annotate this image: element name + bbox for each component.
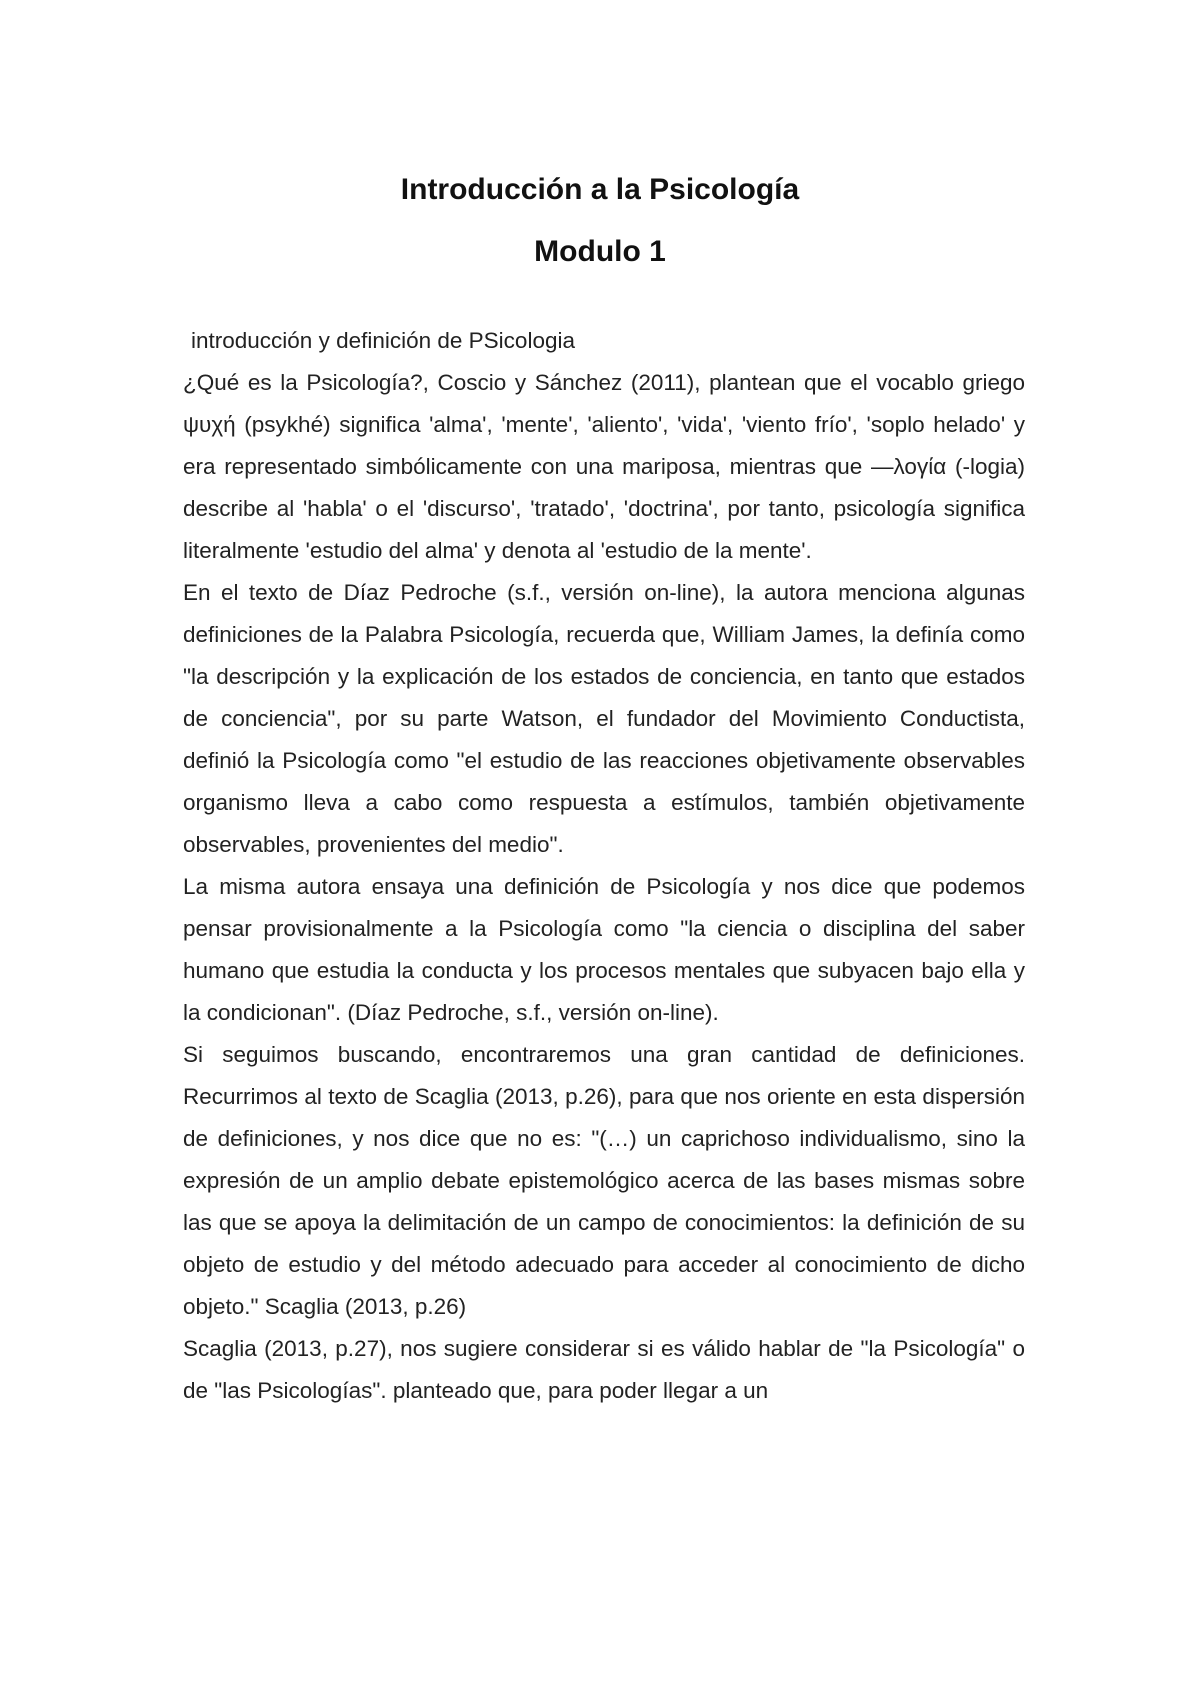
document-subtitle: Modulo 1 <box>534 235 666 268</box>
section-heading: introducción y definición de PSicologia <box>191 328 575 353</box>
paragraph-diaz-pedroche-definitions: En el texto de Díaz Pedroche (s.f., versión on-line), la autora menciona algunas definiciones de la Palabra Psicología, recuerda que, William James, la definía como "la descripción y la explicación de los estados de conciencia, en tanto que estados de conciencia", por su parte Watson, el fundador del Movimiento Conductista, definió la Psicología como "el estudio de las reacciones objetivamente observables organismo lleva a cabo como respuesta a estímulos, también objetivamente observables, provenientes del medio". <box>183 580 1025 857</box>
paragraph-scaglia-dispersion: Si seguimos buscando, encontraremos una gran cantidad de definiciones. Recurrimos al texto de Scaglia (2013, p.26), para que nos oriente en esta dispersión de definiciones, y nos dice que no es: "(…) un caprichoso individualismo, sino la expresión de un amplio debate epistemológico acerca de las bases mismas sobre las que se apoya la delimitación de un campo de conocimientos: la definición de su objeto de estudio y del método adecuado para acceder al conocimiento de dicho objeto." Scaglia (2013, p.26) <box>183 1042 1025 1319</box>
paragraph-provisional-definition: La misma autora ensaya una definición de Psicología y nos dice que podemos pensar provisionalmente a la Psicología como "la ciencia o disciplina del saber humano que estudia la conducta y los procesos mentales que subyacen bajo ella y la condicionan". (Díaz Pedroche, s.f., versión on-line). <box>183 874 1025 1025</box>
paragraph-scaglia-psicologias: Scaglia (2013, p.27), nos sugiere considerar si es válido hablar de "la Psicología" o de "las Psicologías". planteado que, para poder llegar a un <box>183 1336 1025 1403</box>
document-body <box>183 320 1025 1412</box>
paragraph-definition-etymology: ¿Qué es la Psicología?, Coscio y Sánchez (2011), plantean que el vocablo griego ψυχή (psykhé) significa 'alma', 'mente', 'aliento', 'vida', 'viento frío', 'soplo helado' y era representado simbólicamente con una mariposa, mientras que —λογία (-logia) describe al 'habla' o el 'discurso', 'tratado', 'doctrina', por tanto, psicología significa literalmente 'estudio del alma' y denota al 'estudio de la mente'. <box>183 370 1025 563</box>
document-title: Introducción a la Psicología <box>400 173 800 206</box>
